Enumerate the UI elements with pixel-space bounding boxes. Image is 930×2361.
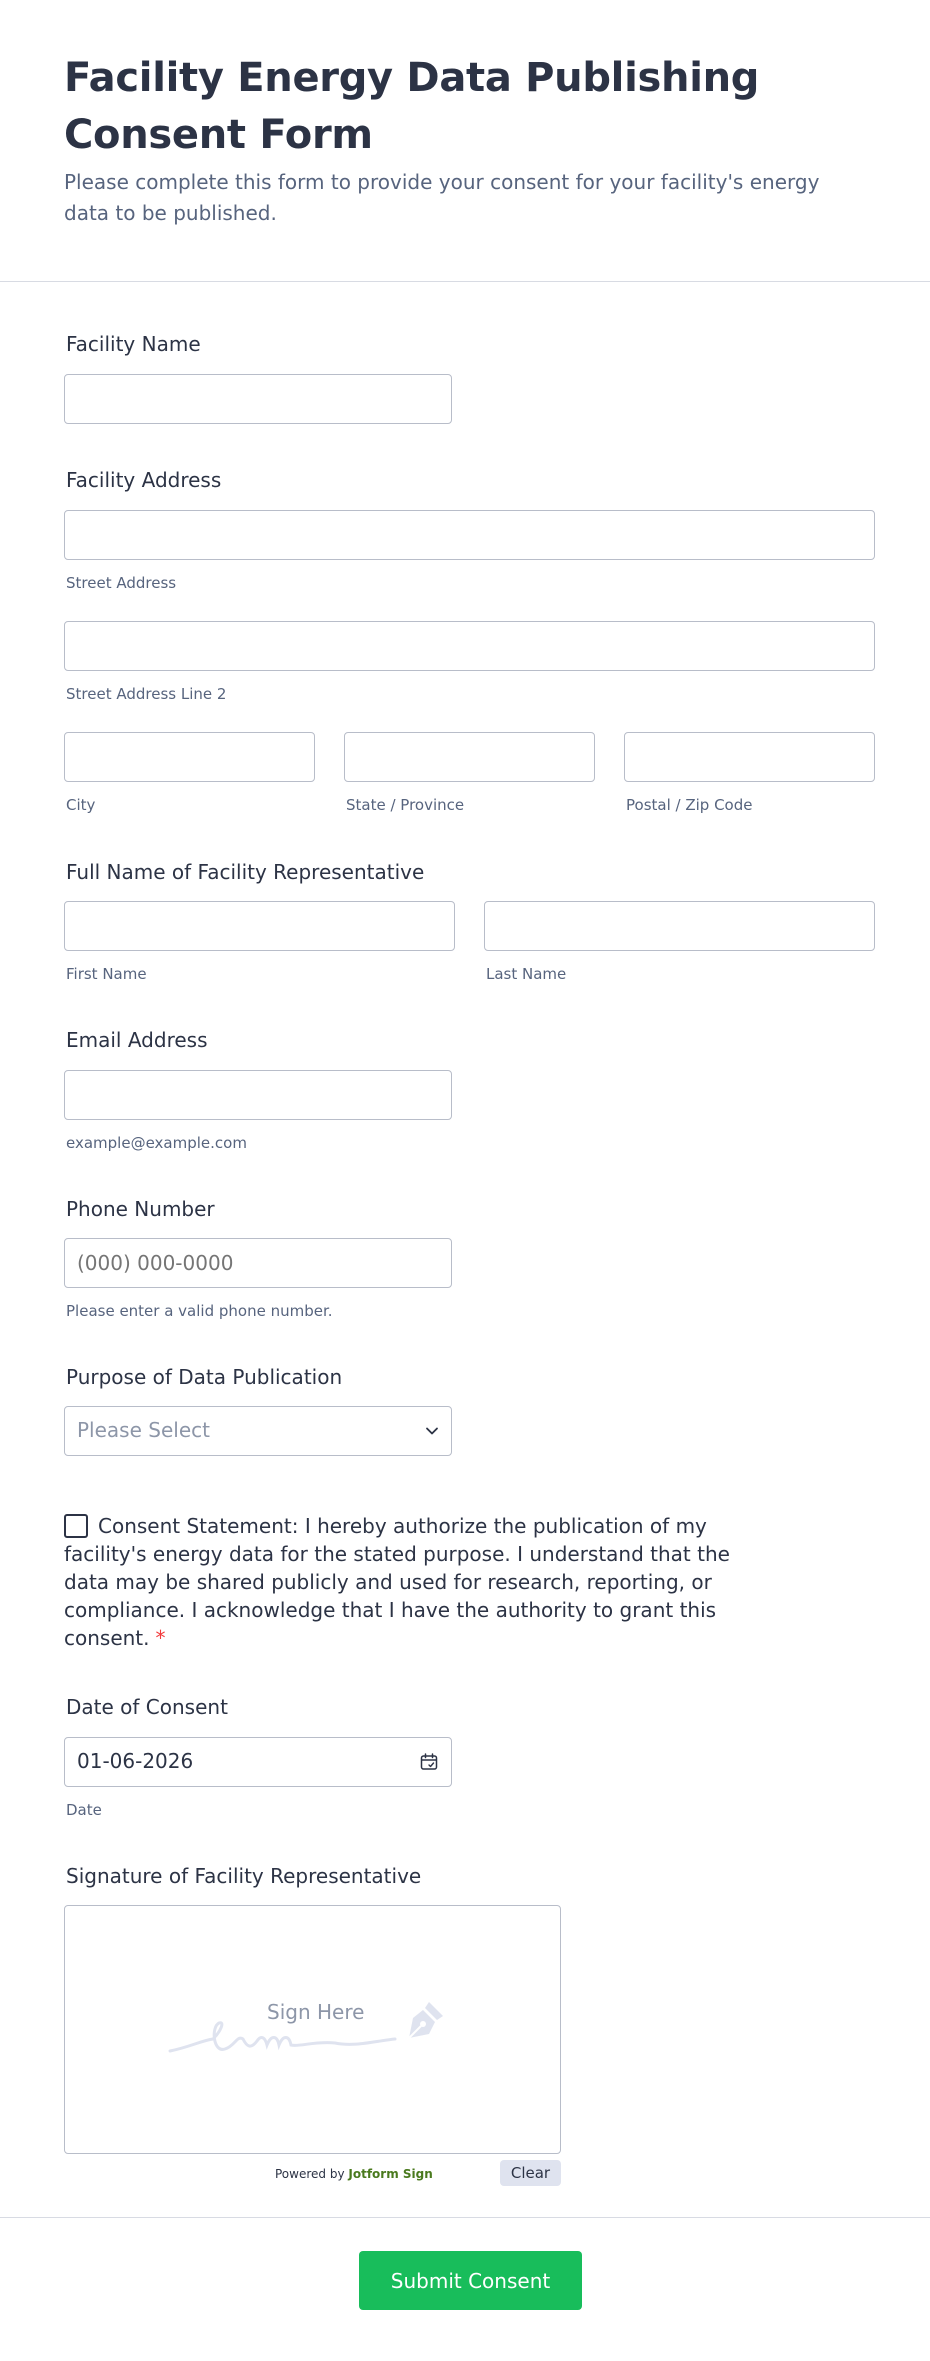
zip-sublabel: Postal / Zip Code — [626, 796, 753, 814]
state-input[interactable] — [344, 732, 595, 782]
required-mark: * — [155, 1626, 166, 1650]
phone-input[interactable] — [64, 1238, 452, 1288]
form-title: Facility Energy Data Publishing Consent Form — [64, 55, 760, 158]
consent-statement — [64, 1512, 764, 1652]
street-address-line2-sublabel: Street Address Line 2 — [66, 685, 227, 703]
purpose-select[interactable] — [64, 1406, 452, 1456]
phone-sublabel: Please enter a valid phone number. — [66, 1302, 333, 1320]
submit-button[interactable]: Submit Consent — [359, 2251, 582, 2310]
purpose-selected-value: Please Select — [77, 1418, 210, 1442]
city-sublabel: City — [66, 796, 96, 814]
sign-here-text: Sign Here — [267, 2000, 365, 2024]
facility-name-input[interactable] — [64, 374, 452, 424]
zip-input[interactable] — [624, 732, 875, 782]
signature-label: Signature of Facility Representative — [66, 1864, 422, 1888]
email-sublabel: example@example.com — [66, 1134, 247, 1152]
street-address-input[interactable] — [64, 510, 875, 560]
street-address-sublabel: Street Address — [66, 574, 177, 592]
powered-by-text — [275, 2167, 433, 2181]
consent-text: Consent Statement: I hereby authorize the publication of my facility's energy data for the stated purpose. I understand that the data may be shared publicly and used for research, reporting, or compliance. I acknowledge that I have the authority to grant this consent. — [64, 1514, 730, 1650]
signature-pad[interactable] — [64, 1905, 561, 2154]
powered-by-label: Powered by — [275, 2167, 345, 2181]
date-value: 01-06-2026 — [77, 1749, 194, 1773]
phone-label: Phone Number — [66, 1197, 215, 1221]
state-sublabel: State / Province — [346, 796, 465, 814]
form-body — [0, 282, 930, 2216]
facility-address-label: Facility Address — [66, 468, 222, 492]
consent-checkbox[interactable] — [64, 1514, 88, 1538]
calendar-icon[interactable] — [419, 1752, 439, 1772]
first-name-input[interactable] — [64, 901, 455, 951]
email-input[interactable] — [64, 1070, 452, 1120]
facility-name-label: Facility Name — [66, 332, 201, 356]
purpose-label: Purpose of Data Publication — [66, 1365, 343, 1389]
last-name-sublabel: Last Name — [486, 965, 567, 983]
first-name-sublabel: First Name — [66, 965, 147, 983]
clear-signature-button[interactable]: Clear — [500, 2160, 561, 2186]
city-input[interactable] — [64, 732, 315, 782]
email-label: Email Address — [66, 1028, 208, 1052]
chevron-down-icon — [425, 1424, 439, 1438]
date-input[interactable] — [64, 1737, 452, 1787]
pen-nib-icon — [403, 1998, 447, 2042]
form-subtitle: Please complete this form to provide your consent for your facility's energy data to be published. — [64, 170, 820, 225]
street-address-line2-input[interactable] — [64, 621, 875, 671]
jotform-sign-brand: Jotform Sign — [348, 2167, 433, 2181]
date-sublabel: Date — [66, 1801, 102, 1819]
form-header — [0, 0, 930, 282]
representative-name-label: Full Name of Facility Representative — [66, 860, 425, 884]
footer-divider — [0, 2217, 930, 2218]
last-name-input[interactable] — [484, 901, 875, 951]
date-label: Date of Consent — [66, 1695, 228, 1719]
